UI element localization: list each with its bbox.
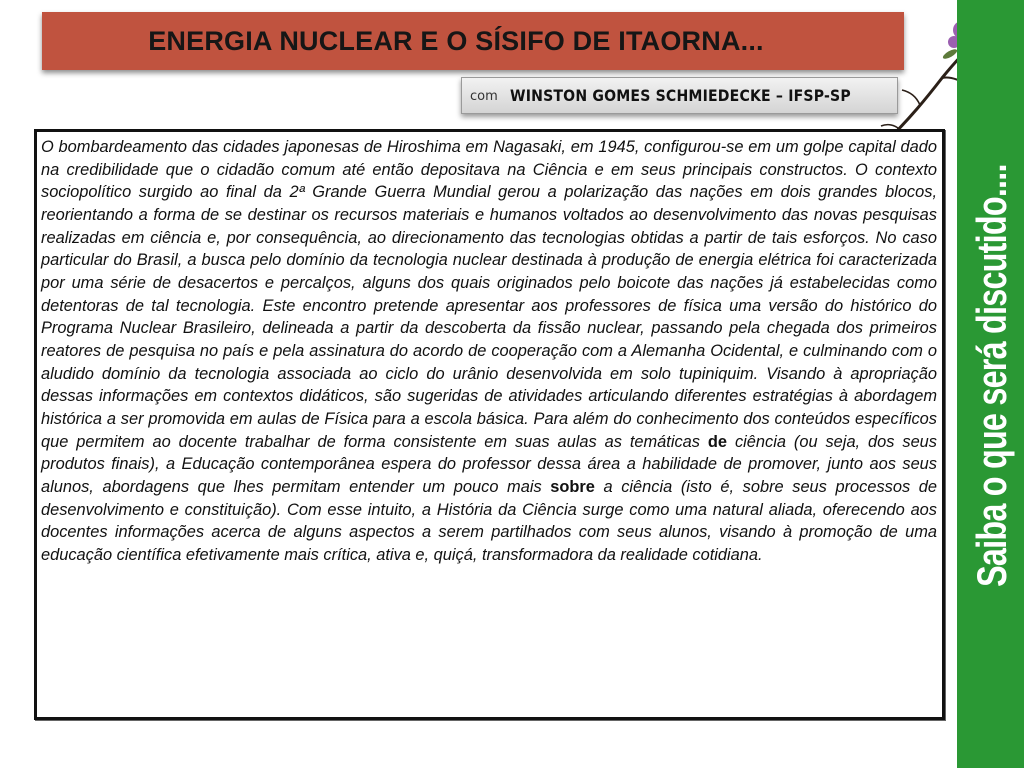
sidebar-caption [962,138,1022,613]
abstract-part-2: ciência (ou seja, dos seus produtos finais), a Educação contemporânea espera do professor dessa área a habilidade de promover, junto aos seus alunos, abordagens que lhes permitam entender um pouco mais [41,432,937,496]
abstract-bold-sobre: sobre [550,477,595,496]
author-name: WINSTON GOMES SCHMIEDECKE – IFSP-SP [509,86,851,105]
abstract-bold-de: de [707,432,728,451]
author-prefix: com [470,89,498,104]
page-title: ENERGIA NUCLEAR E O SÍSIFO DE ITAORNA... [148,25,764,56]
abstract-text [41,136,937,566]
sidebar-label: Saiba o que será discutido.... [968,164,1015,587]
abstract-part-3: a ciência (isto é, sobre seus processos de desenvolvimento e constituição). Com esse intuito, a História da Ciência surge como uma natural aliada, oferecendo aos docentes informações acerca de alguns aspectos a serem partilhados com seus alunos, visando à promoção de uma educação científica efetivamente mais crítica, ativa e, quiçá, transformadora da realidade cotidiana. [41,477,937,564]
author-tag [461,77,898,114]
title-banner [42,12,904,70]
abstract-part-1: O bombardeamento das cidades japonesas de Hiroshima em Nagasaki, em 1945, configurou-se em um golpe capital dado na credibilidade que o cidadão comum até então depositava na Ciência e em seus principais constructos. O contexto sociopolítico surgido ao final da 2ª Grande Guerra Mundial gerou a polarização das nações em dois grandes blocos, reorientando a forma de se destinar os recursos materiais e humanos voltados ao desenvolvimento das novas pesquisas realizadas em ciência e, por consequência, ao direcionamento das tecnologias obtidas a partir de tais esforços. No caso particular do Brasil, a busca pelo domínio da tecnologia nuclear destinada à produção de energia elétrica foi caracterizada por uma série de desacertos e percalços, alguns dos quais originados pelo boicote das nações já estabelecidas como detentoras de tal tecnologia. Este encontro pretende apresentar aos professores de física uma versão do histórico do Programa Nuclear Brasileiro, delineada a partir da descoberta da fissão nuclear, passando pela chegada dos primeiros reatores de pesquisa no país e pela assinatura do acordo de cooperação com a Alemanha Ocidental, e culminando com o aludido domínio da tecnologia associada ao ciclo do urânio desenvolvida em solo tupiniquim. Visando à apropriação dessas informações em contextos didáticos, são sugeridas de atividades articulando diferentes estratégias à abordagem histórica a ser promovida em aulas de Física para a escola básica. Para além do conhecimento dos conteúdos específicos que permitem ao docente trabalhar de forma consistente em suas aulas as temáticas [41,138,937,451]
